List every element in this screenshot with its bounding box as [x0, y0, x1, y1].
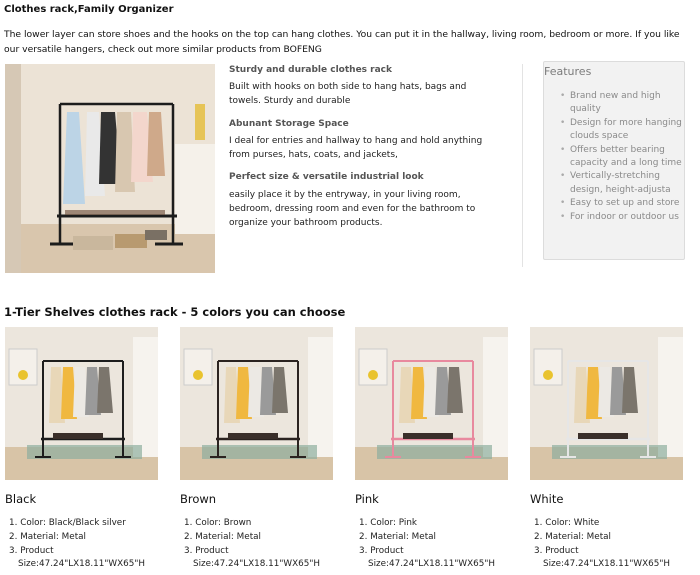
product-color-image [355, 327, 508, 480]
detail-1-title: Sturdy and durable clothes rack [229, 65, 392, 75]
colors-section-title: 1-Tier Shelves clothes rack - 5 colors you can choose [4, 305, 346, 319]
clothes-rack-photo [530, 327, 683, 480]
spec-color: 1. Color: Black/Black silver [9, 518, 126, 528]
feature-item: • Brand new and high quality [570, 90, 684, 117]
product-color-name: Brown [180, 492, 217, 506]
detail-2-text: I deal for entries and hallway to hang and hold anything from purses, hats, coats, and jackets, [229, 136, 483, 160]
main-product-image [5, 64, 215, 273]
detail-3-title: Perfect size & versatile industrial look [229, 172, 424, 182]
detail-3-text: easily place it by the entryway, in your living room, bedroom, dressing room and even for the bathroom to organize your bathroom products. [229, 190, 476, 228]
spec-material: 2. Material: Metal [184, 532, 261, 542]
spec-size: Size:47.24"LX18.11"WX65"H [543, 559, 670, 569]
feature-item: • Offers better bearing capacity and a long time [570, 144, 684, 171]
spec-product: 3. Product [359, 546, 404, 556]
features-list [556, 90, 684, 224]
clothes-rack-photo [5, 327, 158, 480]
feature-item: • Easy to set up and store [570, 197, 684, 210]
spec-material: 2. Material: Metal [9, 532, 86, 542]
product-color-name: Pink [355, 492, 379, 506]
divider [522, 64, 523, 267]
spec-product: 3. Product [184, 546, 229, 556]
features-panel [543, 61, 685, 260]
clothes-rack-photo [180, 327, 333, 480]
intro-text: The lower layer can store shoes and the hooks on the top can hang clothes. You can put it in the hallway, living room, bedroom or more. If you like our versatile hangers, check out more similar products from BOFENG [4, 29, 680, 55]
clothes-rack-photo [5, 64, 215, 273]
spec-material: 2. Material: Metal [359, 532, 436, 542]
spec-color: 1. Color: Pink [359, 518, 417, 528]
spec-size: Size:47.24"LX18.11"WX65"H [193, 559, 320, 569]
product-color-image [530, 327, 683, 480]
detail-1-text: Built with hooks on both side to hang hats, bags and towels. Sturdy and durable [229, 82, 467, 106]
spec-size: Size:47.24"LX18.11"WX65"H [368, 559, 495, 569]
product-color-image [5, 327, 158, 480]
features-title: Features [544, 65, 592, 78]
product-color-image [180, 327, 333, 480]
spec-size: Size:47.24"LX18.11"WX65"H [18, 559, 145, 569]
product-color-name: White [530, 492, 564, 506]
product-color-name: Black [5, 492, 37, 506]
spec-product: 3. Product [534, 546, 579, 556]
page-title: Clothes rack,Family Organizer [4, 4, 174, 15]
spec-color: 1. Color: Brown [184, 518, 252, 528]
clothes-rack-photo [355, 327, 508, 480]
detail-2-title: Abunant Storage Space [229, 119, 349, 129]
feature-item: • Vertically-stretching design, height-adjusta [570, 170, 684, 197]
spec-color: 1. Color: White [534, 518, 600, 528]
feature-item: • For indoor or outdoor us [570, 211, 684, 224]
feature-item: • Design for more hanging clouds space [570, 117, 684, 144]
spec-material: 2. Material: Metal [534, 532, 611, 542]
spec-product: 3. Product [9, 546, 54, 556]
